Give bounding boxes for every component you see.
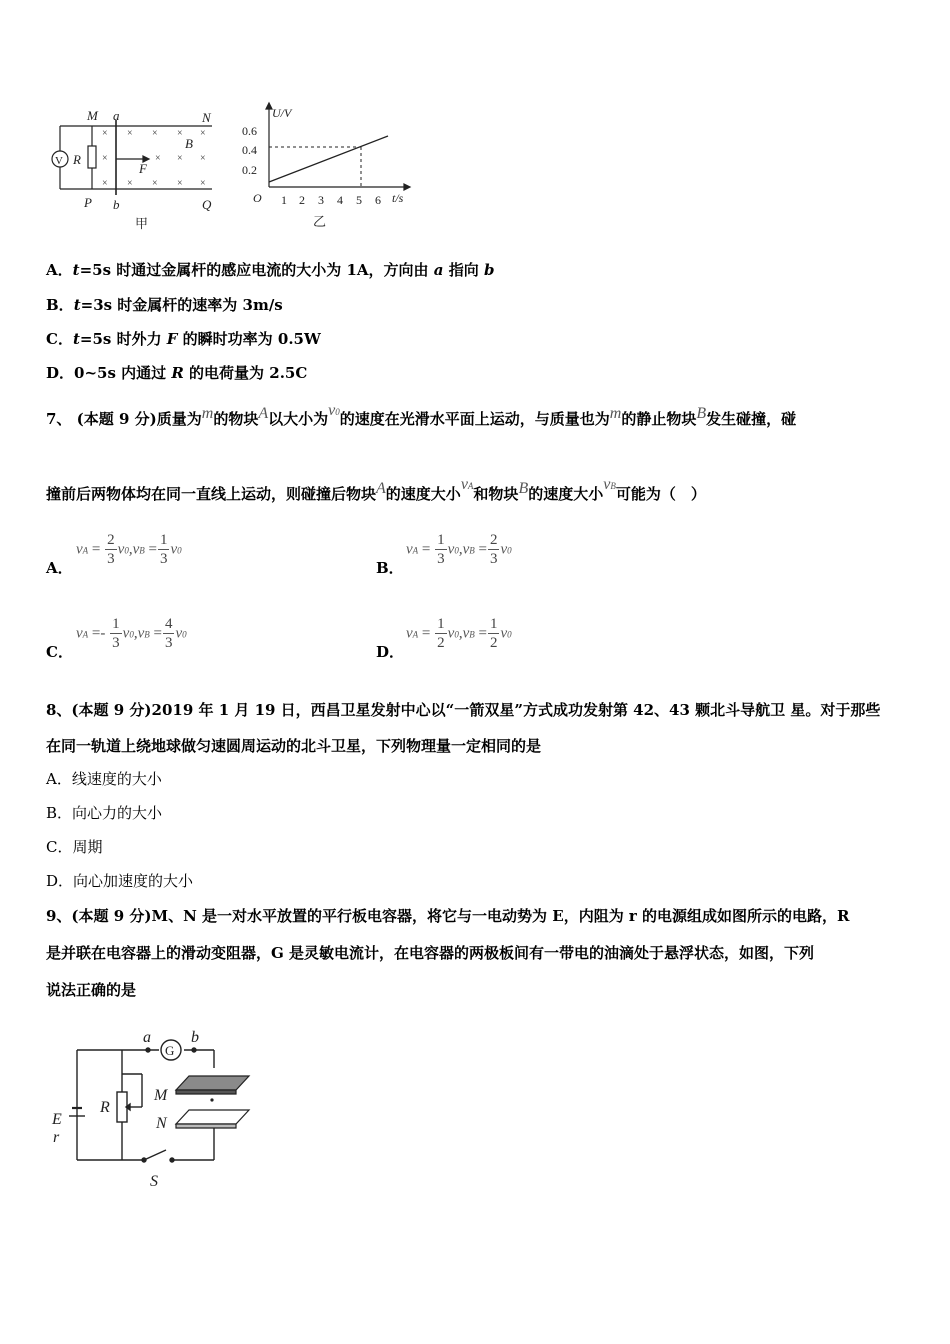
numerator: 1 (112, 616, 120, 632)
subscript-B: B (139, 545, 145, 556)
oil-drop (210, 1098, 213, 1101)
label-a: a (113, 108, 120, 123)
opt-text: 0~5s 内通过 (74, 364, 172, 382)
var-v: v (170, 541, 178, 558)
graph-xtick-6: 6 (375, 193, 381, 207)
var-v: v (328, 402, 336, 419)
denominator: 3 (107, 551, 115, 567)
numerator: 2 (107, 532, 115, 548)
svg-text:×: × (102, 153, 108, 164)
var-v: v (406, 625, 413, 642)
subscript-0: 0 (124, 545, 129, 556)
opt-label: B． (46, 296, 74, 314)
var-v: v (122, 625, 130, 642)
graph-xlabel: t/s (392, 191, 404, 205)
label-S: S (150, 1173, 158, 1190)
stem-text: 7、 (本题 9 分)质量为 (46, 410, 202, 428)
opt-text: =3s 时金属杆的速率为 3m/s (80, 296, 283, 314)
label-B: B (185, 136, 193, 151)
opt-label: C． (46, 330, 73, 348)
var-t: t (72, 330, 80, 348)
var-t: t (72, 261, 80, 279)
q9-stem-line1: 9、(本题 9 分)M、N 是一对水平放置的平行板电容器，将它与一电动势为 E，内阻为 r 的电源组成如图所示的电路，R (46, 907, 850, 925)
label-Q: Q (202, 197, 212, 212)
subscript-A: A (82, 545, 89, 556)
graph-ylabel: U/V (272, 106, 292, 120)
opt-text: 的电荷量为 2.5C (183, 364, 308, 382)
svg-text:×: × (152, 178, 158, 189)
q8-option-d: D．向心加速度的大小 (46, 872, 194, 890)
subscript-B: B (469, 629, 475, 640)
svg-text:×: × (177, 153, 183, 164)
svg-text:×: × (200, 128, 206, 139)
var-A: A (258, 405, 269, 422)
numerator: 2 (489, 532, 498, 548)
comma: , (128, 541, 133, 558)
stem-text: 以大小为 (268, 410, 329, 428)
var-v: v (117, 541, 125, 558)
numerator: 1 (437, 532, 445, 548)
var-v: v (500, 541, 508, 558)
subscript-0: 0 (507, 629, 512, 640)
figure-circuit-and-graph (40, 100, 420, 240)
graph-ytick-0-2: 0.2 (242, 163, 257, 177)
svg-text:×: × (102, 178, 108, 189)
caption-yi: 乙 (313, 214, 327, 229)
graph-xtick-1: 1 (281, 193, 287, 207)
label-M: M (154, 1087, 168, 1104)
subscript-A: A (82, 629, 89, 640)
graph-xtick-5: 5 (356, 193, 362, 207)
denominator: 2 (437, 635, 445, 651)
stem-text: 发生碰撞，碰 (706, 410, 797, 428)
stem-text: 的速度大小 (385, 485, 461, 503)
fraction-a (110, 616, 122, 652)
subscript-B: B (610, 481, 616, 491)
plate-M (176, 1076, 249, 1094)
stem-text: 的速度在光滑水平面上运动，与质量也为 (339, 410, 610, 428)
denominator: 3 (164, 635, 173, 651)
graph-ytick-0-6: 0.6 (242, 124, 257, 138)
denominator: 3 (159, 551, 168, 567)
var-v: v (447, 625, 455, 642)
var-v: v (76, 541, 83, 558)
fraction-a (105, 532, 117, 568)
equals-sign: = (421, 541, 431, 558)
var-F: F (166, 330, 178, 348)
svg-text:×: × (127, 128, 133, 139)
var-R: R (171, 364, 184, 382)
plate-N (176, 1110, 249, 1128)
var-v: v (603, 476, 611, 493)
numerator: 1 (489, 616, 498, 632)
q7-option-d-formula (406, 616, 512, 652)
subscript-A: A (412, 629, 419, 640)
caption-jia: 甲 (135, 216, 149, 231)
label-b: b (191, 1029, 199, 1046)
denominator: 3 (112, 635, 120, 651)
fraction-a (435, 616, 447, 652)
label-M: M (87, 108, 98, 123)
opt-label: A． (46, 261, 73, 279)
q6-option-a (46, 260, 494, 280)
comma: , (458, 541, 463, 558)
svg-text:×: × (155, 153, 161, 164)
denominator: 2 (489, 635, 498, 651)
q7-stem-line1 (46, 402, 797, 431)
equals-sign: = (478, 541, 487, 558)
var-B: B (696, 405, 707, 422)
var-b: b (483, 261, 495, 279)
opt-text: =5s 时外力 (79, 330, 167, 348)
label-G: G (165, 1043, 175, 1058)
q7-option-c-formula (76, 616, 187, 652)
q9-stem-line2: 是并联在电容器上的滑动变阻器，G 是灵敏电流计，在电容器的两极板间有一带电的油滴处于悬浮状态，如图，下列 (46, 944, 815, 962)
graph-ytick-0-4: 0.4 (242, 143, 257, 157)
equals-sign: = (91, 625, 101, 642)
label-F: F (139, 161, 147, 176)
q8-option-b: B．向心力的大小 (46, 804, 163, 822)
graph-xtick-4: 4 (337, 193, 343, 207)
var-v: v (447, 541, 455, 558)
equals-sign: = (148, 541, 157, 558)
subscript-A: A (412, 545, 419, 556)
stem-text: 的物块 (213, 410, 259, 428)
fraction-b (488, 616, 500, 652)
stem-text: 可能为（ ） (615, 485, 706, 503)
q6-option-b (46, 295, 283, 315)
subscript-0: 0 (454, 629, 459, 640)
var-v: v (175, 625, 183, 642)
opt-label: D． (46, 364, 75, 382)
subscript-0: 0 (507, 545, 512, 556)
fraction-a (435, 532, 447, 568)
graph-origin: O (253, 191, 262, 205)
opt-text: 的瞬时功率为 0.5W (177, 330, 321, 348)
q7-option-a-formula (76, 532, 182, 568)
var-v: v (460, 476, 468, 493)
equals-sign: = (91, 541, 101, 558)
subscript-B: B (144, 629, 150, 640)
fraction-b (488, 532, 500, 568)
fraction-b (158, 532, 170, 568)
q8-option-a: A．线速度的大小 (46, 770, 162, 788)
var-m: m (201, 405, 214, 422)
equals-sign: = (478, 625, 487, 642)
comma: , (458, 625, 463, 642)
capacitor-circuit-figure (44, 1028, 264, 1193)
label-P: P (84, 195, 92, 210)
q8-stem-line1: 8、(本题 9 分)2019 年 1 月 19 日，西昌卫星发射中心以“一箭双星”方式成功发射第 42、43 颗北斗导航卫 星。对于那些 (46, 701, 881, 719)
subscript-0: 0 (177, 545, 182, 556)
label-R: R (100, 1099, 110, 1116)
q6-option-c (46, 329, 321, 349)
comma: , (133, 625, 138, 642)
var-v: v (76, 625, 83, 642)
denominator: 3 (437, 551, 445, 567)
equals-sign: = (153, 625, 162, 642)
sign: - (100, 625, 106, 642)
q7-option-b-label: B． (376, 559, 404, 577)
q7-stem-line2 (46, 476, 706, 506)
graph-xtick-3: 3 (318, 193, 324, 207)
opt-text: 指向 (443, 261, 484, 279)
graph-xtick-2: 2 (299, 193, 305, 207)
equals-sign: = (421, 625, 431, 642)
var-v: v (462, 541, 470, 558)
label-N: N (156, 1115, 167, 1132)
subscript-A: A (467, 481, 474, 491)
var-m: m (609, 405, 622, 422)
numerator: 1 (159, 532, 168, 548)
var-v: v (132, 541, 140, 558)
q7-option-b-formula (406, 532, 512, 568)
var-v: v (137, 625, 145, 642)
subscript-0: 0 (335, 407, 340, 417)
label-b: b (113, 197, 120, 212)
graph-labels (242, 106, 404, 207)
subscript-B: B (469, 545, 475, 556)
label-V: V (55, 155, 63, 167)
stem-text: 的静止物块 (621, 410, 697, 428)
subscript-0: 0 (129, 629, 134, 640)
label-E: E (52, 1111, 62, 1128)
q7-option-d-label: D． (376, 643, 405, 661)
label-N: N (202, 110, 211, 125)
numerator: 1 (437, 616, 445, 632)
numerator: 4 (164, 616, 173, 632)
subscript-0: 0 (182, 629, 187, 640)
svg-text:×: × (200, 178, 206, 189)
q6-option-d (46, 363, 307, 383)
svg-text:×: × (127, 178, 133, 189)
var-B: B (518, 480, 529, 497)
label-r: r (53, 1129, 60, 1146)
q7-option-c-label: C． (46, 643, 73, 661)
circuit-labels (55, 108, 212, 212)
var-t: t (73, 296, 81, 314)
opt-text: =5s 时通过金属杆的感应电流的大小为 1A，方向由 (79, 261, 434, 279)
q8-stem-line2: 在同一轨道上绕地球做匀速圆周运动的北斗卫星，下列物理量一定相同的是 (46, 737, 542, 755)
var-v: v (406, 541, 413, 558)
q8-option-c: C．周期 (46, 838, 103, 856)
q9-stem-line3: 说法正确的是 (46, 981, 137, 999)
denominator: 3 (489, 551, 498, 567)
stem-text: 和物块 (473, 485, 519, 503)
label-R: R (73, 152, 81, 167)
var-a: a (433, 261, 444, 279)
svg-text:×: × (177, 178, 183, 189)
fraction-b (163, 616, 175, 652)
var-v: v (500, 625, 508, 642)
var-v: v (462, 625, 470, 642)
graph-data-line (269, 136, 388, 182)
svg-text:×: × (102, 128, 108, 139)
subscript-0: 0 (454, 545, 459, 556)
stem-text: 的速度大小 (528, 485, 604, 503)
label-a: a (143, 1029, 151, 1046)
stem-text: 撞前后两物体均在同一直线上运动，则碰撞后物块 (46, 485, 377, 503)
svg-text:×: × (200, 153, 206, 164)
svg-text:×: × (152, 128, 158, 139)
svg-text:×: × (177, 128, 183, 139)
q7-option-a-label: A． (46, 559, 73, 577)
var-A: A (376, 480, 386, 497)
